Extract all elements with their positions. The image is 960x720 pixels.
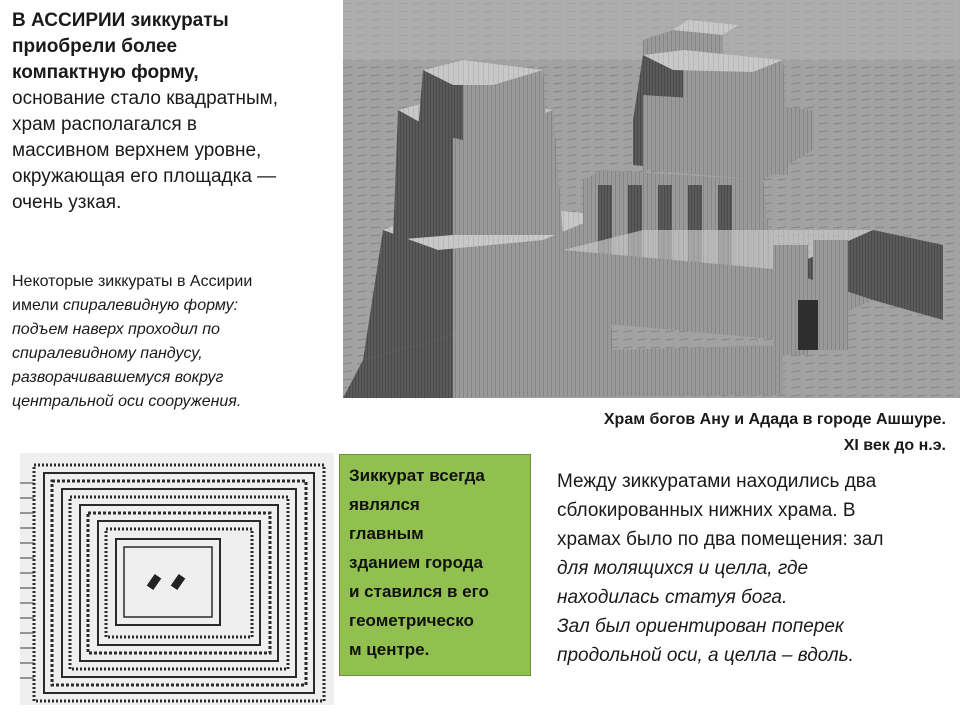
note-line: являлся (349, 495, 420, 514)
spiral-line (12, 318, 332, 342)
intro-line: компактную форму, (12, 62, 199, 83)
intro-line: очень узкая. (12, 192, 122, 213)
intro-line: основание стало квадратным, (12, 88, 278, 109)
temple-illustration (343, 0, 960, 398)
temples-line-italic: для молящихся и целла, где (557, 558, 809, 579)
spiral-line (12, 390, 332, 414)
intro-line: храм располагался в (12, 114, 198, 135)
temples-line: сблокированных нижних храма. В (557, 500, 856, 521)
intro-line: окружающая его площадка — (12, 166, 277, 187)
caption-line: XI век до н.э. (843, 437, 946, 454)
caption-line: Храм богов Ану и Адада в городе Ашшуре. (603, 411, 946, 428)
plan-svg (20, 453, 334, 705)
temples-line: храмах было по два помещения: зал (557, 529, 884, 550)
spiral-line-italic: центральной оси сооружения. (12, 393, 242, 410)
spiral-line (12, 342, 332, 366)
spiral-line: Некоторые зиккураты в Ассирии (12, 273, 253, 290)
temples-line (557, 641, 953, 670)
spiral-line (12, 294, 332, 318)
ziggurat-plan-drawing (20, 453, 334, 705)
ziggurat-note-box (339, 454, 531, 676)
note-line: геометрическо (349, 611, 474, 630)
note-line: м центре. (349, 640, 430, 659)
temples-line-italic: Зал был ориентирован поперек (557, 616, 844, 637)
temples-paragraph (557, 467, 953, 670)
note-line: и ставился в его (349, 582, 489, 601)
spiral-line (12, 366, 332, 390)
spiral-line-italic: спиралевидному пандусу, (12, 345, 203, 362)
intro-line: приобрели более (12, 36, 178, 57)
temples-line-italic: находилась статуя бога. (557, 587, 788, 608)
note-line: Зиккурат всегда (349, 466, 485, 485)
intro-line: массивном верхнем уровне, (12, 140, 262, 161)
note-line: главным (349, 524, 424, 543)
spiral-line-italic: разворачивавшемуся вокруг (12, 369, 224, 386)
temples-line (557, 583, 953, 612)
intro-paragraph (12, 8, 342, 216)
image-caption (516, 407, 946, 459)
note-line: зданием города (349, 553, 483, 572)
spiral-line-italic: спиралевидную форму: (63, 297, 239, 314)
temples-line (557, 554, 953, 583)
spiral-line-plain: имели (12, 297, 64, 314)
spiral-note (12, 270, 332, 414)
temples-line-italic: продольной оси, а целла – вдоль. (557, 645, 854, 666)
intro-line: В АССИРИИ зиккураты (12, 10, 229, 31)
temples-line (557, 612, 953, 641)
spiral-line-italic: подъем наверх проходил по (12, 321, 220, 338)
temples-line: Между зиккуратами находились два (557, 471, 877, 492)
temple-drawing (343, 0, 960, 398)
